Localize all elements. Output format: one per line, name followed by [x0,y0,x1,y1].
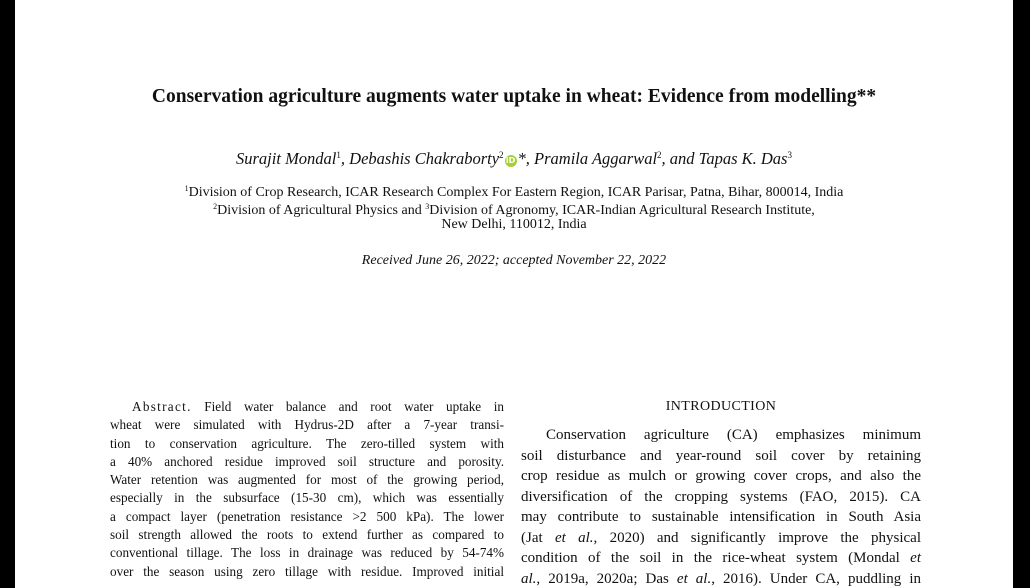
abstract-line: especially in the subsurface (15-30 cm), which was essentially [110,490,504,506]
abstract-line: wheat were simulated with Hydrus-2D after a 7-year transi- [110,417,504,433]
abstract-line: conventional tillage. The loss in drainage was reduced by 54-74% [110,545,504,561]
affil-sup: 3 [425,202,430,211]
intro-line [521,569,921,588]
author-affil-sup: 2 [657,150,662,160]
intro-text: , 2019a, 2020a; Das [536,570,677,587]
citation-etal: et al. [676,570,712,587]
affil-sup: 2 [213,202,218,211]
citation-etal: et al. [554,529,594,546]
affiliation-text: Division of Crop Research, ICAR Research Complex For Eastern Region, ICAR Parisar, Patna, Bihar, 800014, India [188,185,844,200]
paper-title: Conservation agriculture augments water uptake in wheat: Evidence from modelling** [151,86,877,107]
intro-line [521,548,921,569]
intro-text: , 2016). Under CA, puddling in [711,570,922,587]
author-affil-sup: 1 [336,150,341,160]
intro-line: diversification of the cropping systems (FAO, 2015). CA [521,488,921,505]
abstract-line: soil strength allowed the roots to extend further as compared to [110,527,504,543]
author-list [15,143,1013,171]
intro-text: (Jat [521,529,555,546]
affil-sup: 1 [184,184,189,193]
abstract-line: a 40% anchored residue improved soil structure and porosity. [110,453,504,469]
intro-line: Conservation agriculture (CA) emphasizes minimum [546,427,921,443]
citation-etal: al. [521,570,537,587]
intro-text: condition of the soil in the rice-wheat system (Mondal [521,550,911,566]
author-name[interactable]: Surajit Mondal [236,149,337,168]
author-affil-sup: 2 [499,150,504,160]
author-name[interactable]: Pramila Aggarwal [534,149,658,168]
section-heading-introduction: INTRODUCTION [665,399,777,414]
author-affil-sup: 3 [787,150,792,160]
author-separator: , [340,149,350,168]
intro-line [521,528,921,549]
affiliation-line [15,216,1013,234]
abstract-line: Water retention was augmented for most of the growing period, [110,472,504,488]
abstract-line: a compact layer (penetration resistance >2 500 kPa). The lower [110,508,504,524]
received-dates: Received June 26, 2022; accepted November 22, 2022 [361,253,667,268]
affiliation-text: Division of Agricultural Physics and [217,203,426,218]
intro-line: may contribute to sustainable intensification in South Asia [521,509,921,525]
abstract-block [110,398,504,581]
author-separator: , and [661,149,699,168]
abstract-line [110,398,504,416]
abstract-keyword: Abstract. [132,399,192,414]
citation-etal: et [910,550,921,566]
abstract-line: tion to conservation agriculture. The zero-tilled system with [110,435,504,451]
affiliation-text: Division of Agronomy, ICAR-Indian Agricultural Research Institute, [429,203,815,218]
author-name[interactable]: Tapas K. Das [698,149,788,168]
paper-page [15,0,1013,588]
corresponding-mark: * [517,149,526,168]
affiliation-text: New Delhi, 110012, India [441,217,587,232]
introduction-body [521,425,921,588]
intro-text: , 2020) and significantly improve the physical [593,529,921,546]
abstract-text: Field water balance and root water uptake in [191,399,504,414]
intro-line: crop residue as mulch or growing cover crops, and also the [521,468,921,484]
orcid-icon[interactable]: iD [505,156,516,165]
author-name[interactable]: Debashis Chakraborty [349,149,500,168]
abstract-line: over the season using zero tillage with residue. Improved initial [110,563,504,579]
author-separator: , [525,149,535,168]
intro-line: soil disturbance and year-round soil cover by retaining [521,447,921,464]
